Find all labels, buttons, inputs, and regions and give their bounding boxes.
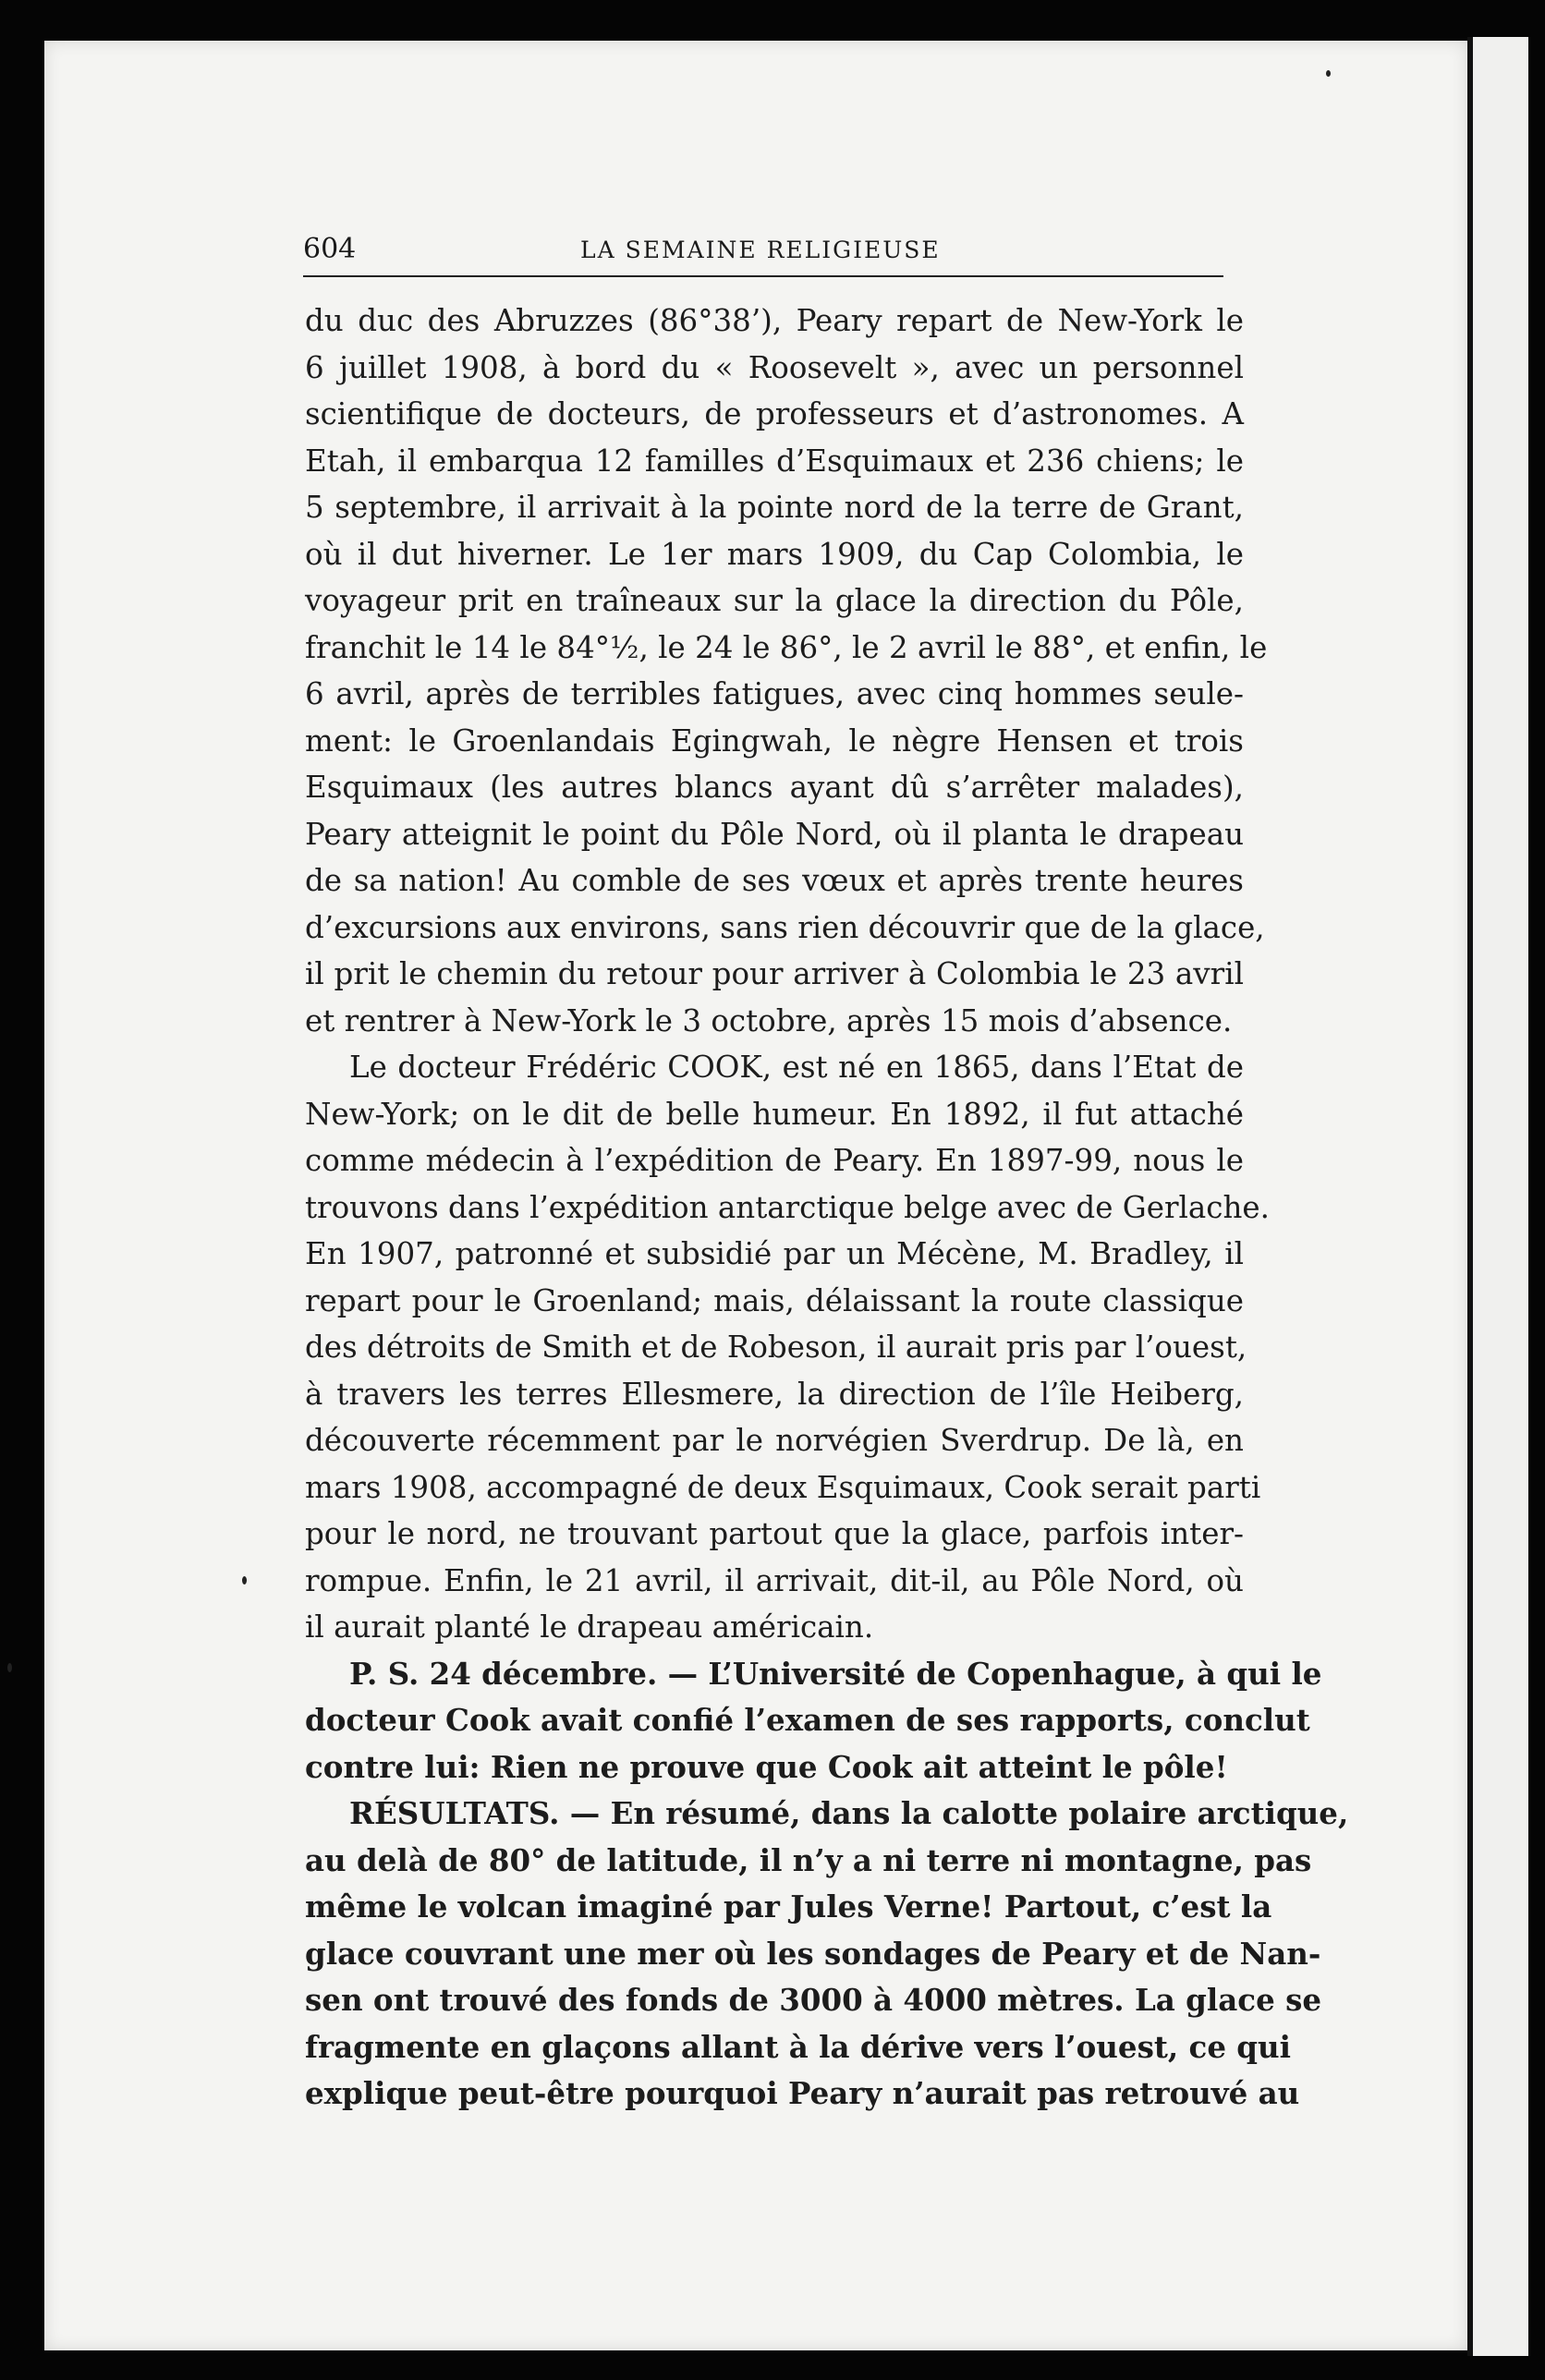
text-line: En 1907, patronné et subsidié par un Mécène, M. Bradley, il: [305, 1236, 1244, 1271]
text-line: Le docteur Frédéric COOK, est né en 1865, dans l’Etat de: [349, 1050, 1244, 1085]
text-line: ment: le Groenlandais Egingwah, le nègre Hensen et trois: [305, 722, 1244, 759]
text-line: il aurait planté le drapeau américain.: [305, 1609, 874, 1645]
header-rule: [303, 275, 1223, 277]
text-line: 6 juillet 1908, à bord du « Roosevelt », avec un personnel: [305, 349, 1244, 385]
text-line: du duc des Abruzzes (86°38’), Peary repart de New-York le: [305, 303, 1244, 338]
text-line: d’excursions aux environs, sans rien découvrir que de la glace,: [305, 909, 1265, 945]
text-line: Peary atteignit le point du Pôle Nord, où il planta le drapeau: [305, 816, 1244, 852]
text-line: au delà de 80° de latitude, il n’y a ni terre ni montagne, pas: [305, 1841, 1312, 1878]
text-line: où il dut hiverner. Le 1er mars 1909, du Cap Colombia, le: [305, 536, 1244, 572]
text-line: rompue. Enfin, le 21 avril, il arrivait, dit-il, au Pôle Nord, où: [305, 1562, 1244, 1598]
running-header: [303, 233, 1223, 270]
scan-speck: [1326, 70, 1331, 77]
text-line: à travers les terres Ellesmere, la direction de l’île Heiberg,: [305, 1376, 1244, 1412]
text-line: 6 avril, après de terribles fatigues, avec cinq hommes seule-: [305, 676, 1244, 711]
text-line: trouvons dans l’expédition antarctique belge avec de Gerlache.: [305, 1189, 1270, 1225]
text-line: fragmente en glaçons allant à la dérive vers l’ouest, ce qui: [305, 2028, 1292, 2065]
text-line: scientifique de docteurs, de professeurs et d’astronomes. A: [305, 396, 1244, 431]
adjacent-page-edge: [1473, 37, 1528, 2356]
text-line: New-York; on le dit de belle humeur. En 1892, il fut attaché: [305, 1096, 1244, 1132]
text-line: glace couvrant une mer où les sondages de Peary et de Nan-: [305, 1935, 1321, 1972]
text-line: Etah, il embarqua 12 familles d’Esquimaux et 236 chiens; le: [305, 443, 1244, 479]
text-line: RÉSULTATS. — En résumé, dans la calotte polaire arctique,: [349, 1795, 1349, 1831]
text-line: mars 1908, accompagné de deux Esquimaux, Cook serait parti: [305, 1469, 1261, 1505]
text-line: même le volcan imaginé par Jules Verne! Partout, c’est la: [305, 1888, 1272, 1925]
text-line: 5 septembre, il arrivait à la pointe nord de la terre de Grant,: [305, 490, 1244, 525]
text-line: P. S. 24 décembre. — L’Université de Copenhague, à qui le: [349, 1655, 1322, 1692]
text-line: Esquimaux (les autres blancs ayant dû s’arrêter malades),: [305, 770, 1244, 805]
text-line: sen ont trouvé des fonds de 3000 à 4000 mètres. La glace se: [305, 1982, 1322, 2018]
text-line: il prit le chemin du retour pour arriver à Colombia le 23 avril: [305, 956, 1244, 991]
text-line: découverte récemment par le norvégien Sverdrup. De là, en: [305, 1423, 1244, 1458]
text-line: franchit le 14 le 84°½, le 24 le 86°, le 2 avril le 88°, et enfin, le: [305, 629, 1268, 665]
scan-speck: [242, 1576, 247, 1585]
text-line: de sa nation! Au comble de ses vœux et après trente heures: [305, 863, 1244, 898]
text-line: et rentrer à New-York le 3 octobre, après 15 mois d’absence.: [305, 1002, 1233, 1038]
page-number: 604: [303, 233, 357, 265]
text-line: comme médecin à l’expédition de Peary. En 1897-99, nous le: [305, 1143, 1244, 1178]
text-line: repart pour le Groenland; mais, délaissant la route classique: [305, 1282, 1244, 1318]
text-line: voyageur prit en traîneaux sur la glace la direction du Pôle,: [305, 583, 1244, 618]
body-text: [305, 298, 1349, 2118]
text-line: des détroits de Smith et de Robeson, il aurait pris par l’ouest,: [305, 1330, 1247, 1365]
text-line: docteur Cook avait confié l’examen de ses rapports, conclut: [305, 1702, 1310, 1738]
text-line: pour le nord, ne trouvant partout que la glace, parfois inter-: [305, 1516, 1244, 1551]
text-line: explique peut-être pourquoi Peary n’aurait pas retrouvé au: [305, 2075, 1300, 2111]
scan-speck: [7, 1663, 12, 1672]
text-line: contre lui: Rien ne prouve que Cook ait atteint le pôle!: [305, 1748, 1228, 1785]
running-title: LA SEMAINE RELIGIEUSE: [580, 237, 941, 263]
